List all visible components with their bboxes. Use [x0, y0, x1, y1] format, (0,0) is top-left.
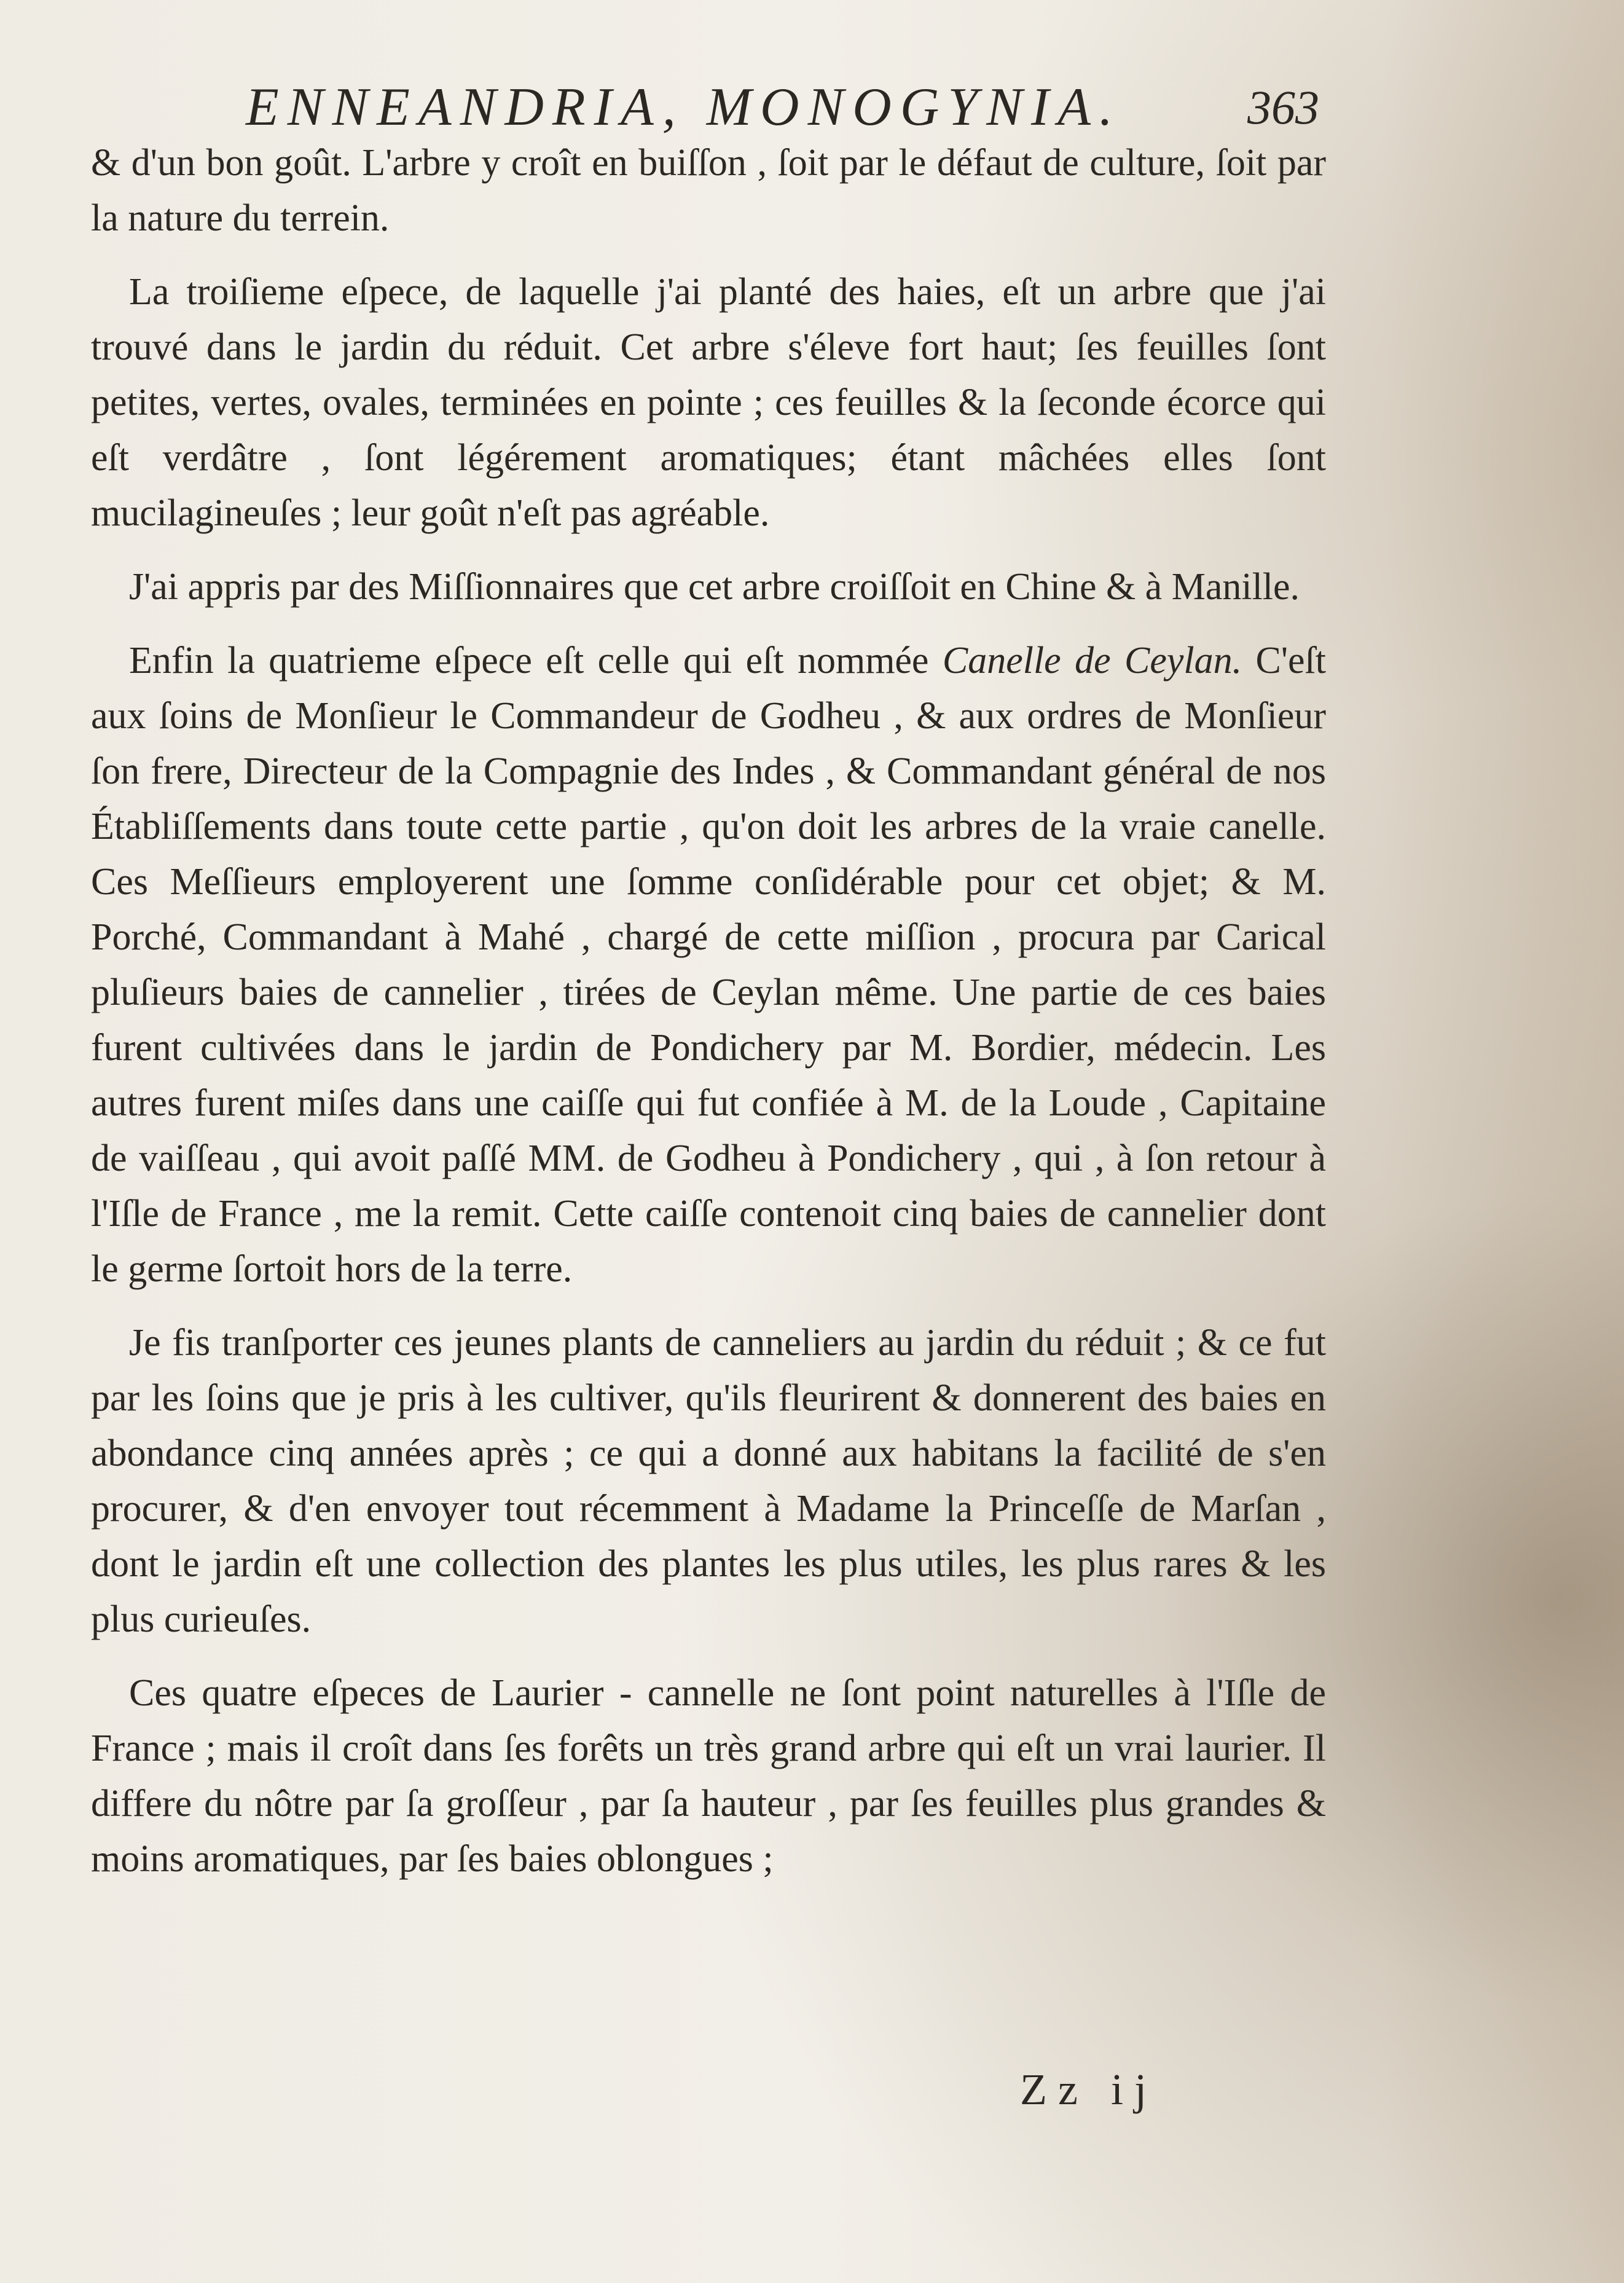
fourth-species-intro: Enfin la quatrieme eſpece eſt celle qui eſt nommée: [129, 640, 943, 682]
running-title: ENNEANDRIA, MONOGYNIA.: [246, 77, 1122, 137]
paragraph-third-species: La troiſieme eſpece, de laquelle j'ai planté des haies, eſt un arbre que j'ai trouvé dans le jardin du réduit. Cet arbre s'éleve fort haut; ſes feuilles ſont petites, vertes, ovales, terminées en pointe ; ces feuilles & la ſeconde écorce qui eſt verdâtre , ſont légérement aromatiques; étant mâchées elles ſont mucilagineuſes ; leur goût n'eſt pas agréable.: [91, 271, 1326, 534]
body-text: [91, 135, 1326, 1905]
paragraph-transplant: Je fis tranſporter ces jeunes plants de canneliers au jardin du réduit ; & ce fut par les ſoins que je pris à les cultiver, qu'ils fleurirent & donnerent des baies en abondance cinq années après ; ce qui a donné aux habitans la facilité de s'en procurer, & d'en envoyer tout récemment à Madame la Princeſſe de Marſan , dont le jardin eſt une collection des plantes les plus utiles, les plus rares & les plus curieuſes.: [91, 1322, 1326, 1640]
signature-mark: Zz ij: [1020, 2065, 1158, 2114]
paragraph-continuation: & d'un bon goût. L'arbre y croît en buiſſon , ſoit par le défaut de culture, ſoit par la nature du terrein.: [91, 142, 1326, 239]
canelle-de-ceylan-italic: Canelle de Ceylan.: [942, 640, 1242, 682]
paragraph-fourth-species: [91, 633, 1326, 1297]
page-header: [246, 74, 1319, 141]
page-number: 363: [1247, 81, 1319, 134]
paragraph-missionaries: J'ai appris par des Miſſionnaires que cet arbre croiſſoit en Chine & à Manille.: [129, 566, 1300, 608]
fourth-species-rest: C'eſt aux ſoins de Monſieur le Commandeur de Godheu , & aux ordres de Monſieur ſon frere, Directeur de la Compagnie des Indes , & Commandant général de nos Établiſſements dans toute cette partie , qu'on doit les arbres de la vraie canelle. Ces Meſſieurs employerent une ſomme conſidérable pour cet objet; & M. Porché, Commandant à Mahé , chargé de cette miſſion , procura par Carical pluſieurs baies de cannelier , tirées de Ceylan même. Une partie de ces baies furent cultivées dans le jardin de Pondichery par M. Bordier, médecin. Les autres furent miſes dans une caiſſe qui fut confiée à M. de la Loude , Capitaine de vaiſſeau , qui avoit paſſé MM. de Godheu à Pondichery , qui , à ſon retour à l'Iſle de France , me la remit. Cette caiſſe contenoit cinq baies de cannelier dont le germe ſortoit hors de la terre.: [91, 640, 1326, 1290]
paragraph-four-species: Ces quatre eſpeces de Laurier - cannelle ne ſont point naturelles à l'Iſle de France ; mais il croît dans ſes forêts un très grand arbre qui eſt un vrai laurier. Il differe du nôtre par ſa groſſeur , par ſa hauteur , par ſes feuilles plus grandes & moins aromatiques, par ſes baies oblongues ;: [91, 1672, 1326, 1880]
